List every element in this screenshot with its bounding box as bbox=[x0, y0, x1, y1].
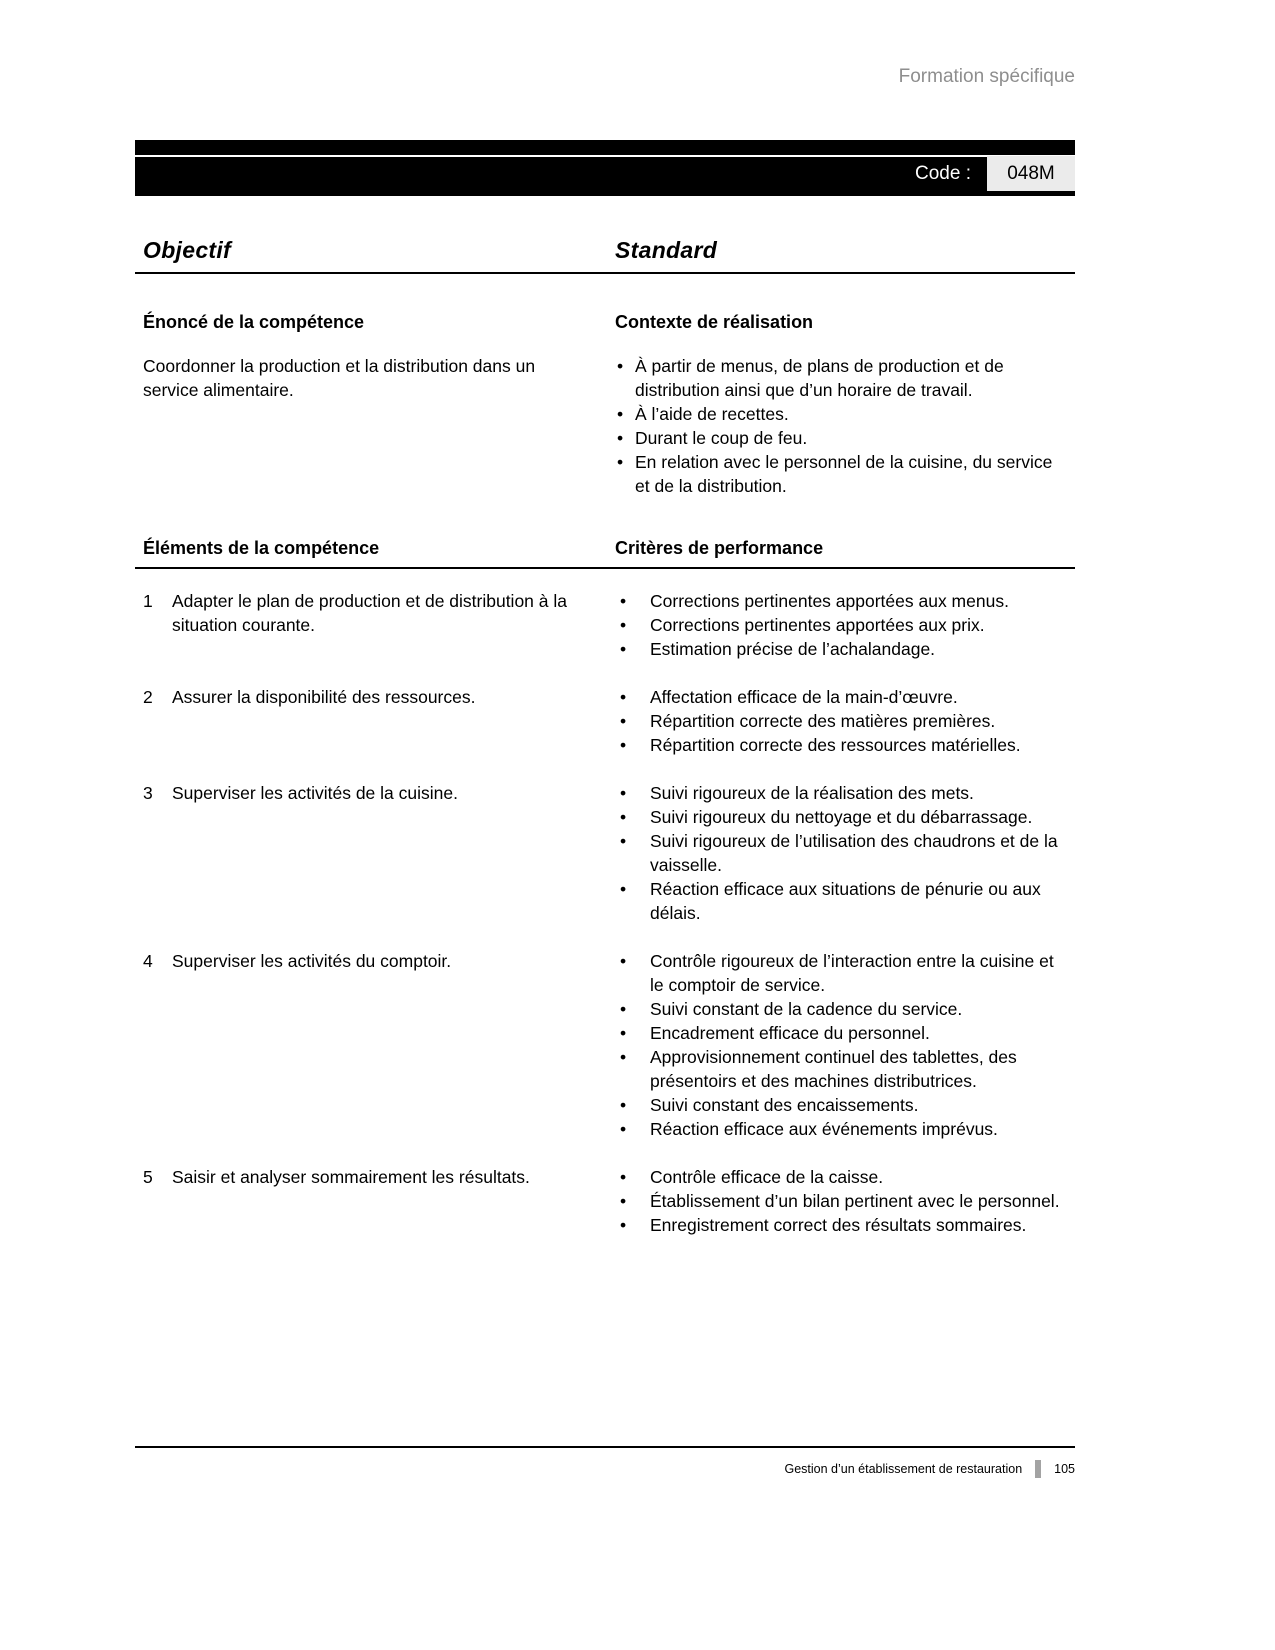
criteria-item-text: Établissement d’un bilan pertinent avec le personnel. bbox=[650, 1191, 1060, 1211]
element-number: 3 bbox=[143, 783, 153, 803]
criteria-item bbox=[615, 877, 1063, 925]
contexte-item bbox=[615, 426, 1063, 450]
contexte-item-text: À partir de menus, de plans de production et de distribution ainsi que d’un horaire de travail. bbox=[635, 356, 1004, 400]
footer-separator bbox=[1035, 1460, 1041, 1478]
bullet-icon: • bbox=[620, 711, 627, 731]
criteria-item-text: Encadrement efficace du personnel. bbox=[650, 1023, 930, 1043]
element-number: 4 bbox=[143, 951, 153, 971]
criteria-item-text: Contrôle efficace de la caisse. bbox=[650, 1167, 884, 1187]
code-bar-right bbox=[915, 156, 1075, 191]
criteria-list bbox=[615, 589, 1063, 661]
criteria-cell bbox=[615, 589, 1075, 661]
criteria-item-text: Affectation efficace de la main-d’œuvre. bbox=[650, 687, 958, 707]
bullet-icon: • bbox=[620, 735, 627, 755]
criteria-item bbox=[615, 997, 1063, 1021]
contexte-item bbox=[615, 450, 1063, 498]
criteria-item bbox=[615, 949, 1063, 997]
criteria-item bbox=[615, 1165, 1063, 1189]
bullet-icon: • bbox=[620, 879, 627, 899]
code-value-box bbox=[987, 156, 1075, 191]
bullet-icon: • bbox=[620, 1047, 627, 1067]
criteria-item-text: Estimation précise de l’achalandage. bbox=[650, 639, 936, 659]
column-titles-row bbox=[135, 236, 1075, 264]
element-text: Saisir et analyser sommairement les résultats. bbox=[172, 1167, 530, 1187]
element-cell bbox=[135, 1165, 615, 1237]
code-bar bbox=[135, 140, 1075, 196]
page-number: 105 bbox=[1054, 1462, 1075, 1476]
criteria-item bbox=[615, 1045, 1063, 1093]
criteria-cell bbox=[615, 949, 1075, 1141]
running-head: Formation spécifique bbox=[898, 66, 1075, 87]
criteria-list bbox=[615, 1165, 1063, 1237]
criteria-item bbox=[615, 589, 1063, 613]
competence-row bbox=[135, 685, 1075, 757]
criteria-item bbox=[615, 733, 1063, 757]
enonce-text: Coordonner la production et la distribution dans un service alimentaire. bbox=[143, 356, 536, 400]
element-text: Superviser les activités du comptoir. bbox=[172, 951, 452, 971]
criteria-item-text: Suivi rigoureux du nettoyage et du débarrassage. bbox=[650, 807, 1033, 827]
competence-row bbox=[135, 1165, 1075, 1237]
bullet-icon: • bbox=[620, 1023, 627, 1043]
criteria-item bbox=[615, 829, 1063, 877]
criteria-item-text: Réaction efficace aux situations de pénurie ou aux délais. bbox=[650, 879, 1041, 923]
criteria-item bbox=[615, 637, 1063, 661]
element-text: Assurer la disponibilité des ressources. bbox=[172, 687, 476, 707]
code-label: Code : bbox=[915, 162, 971, 184]
contexte-item bbox=[615, 402, 1063, 426]
contexte-item-text: Durant le coup de feu. bbox=[635, 428, 808, 448]
page-footer bbox=[135, 1446, 1075, 1478]
table-rule bbox=[135, 567, 1075, 569]
elements-heading: Éléments de la compétence bbox=[143, 538, 380, 558]
title-rule bbox=[135, 272, 1075, 274]
element-text: Adapter le plan de production et de distribution à la situation courante. bbox=[172, 591, 567, 635]
bullet-icon: • bbox=[620, 831, 627, 851]
bullet-icon: • bbox=[620, 1167, 627, 1187]
bullet-icon: • bbox=[617, 428, 624, 448]
objectif-title: Objectif bbox=[143, 237, 232, 263]
footer-row bbox=[135, 1460, 1075, 1478]
criteria-item bbox=[615, 1189, 1063, 1213]
bullet-icon: • bbox=[620, 1191, 627, 1211]
element-cell bbox=[135, 589, 615, 661]
criteria-cell bbox=[615, 685, 1075, 757]
criteria-item-text: Corrections pertinentes apportées aux menus. bbox=[650, 591, 1009, 611]
criteria-item-text: Suivi constant des encaissements. bbox=[650, 1095, 919, 1115]
criteria-item-text: Suivi rigoureux de l’utilisation des chaudrons et de la vaisselle. bbox=[650, 831, 1058, 875]
criteria-item-text: Contrôle rigoureux de l’interaction entre la cuisine et le comptoir de service. bbox=[650, 951, 1054, 995]
bullet-icon: • bbox=[617, 356, 624, 376]
bullet-icon: • bbox=[620, 591, 627, 611]
element-number: 2 bbox=[143, 687, 153, 707]
criteria-item bbox=[615, 613, 1063, 637]
competence-row bbox=[135, 781, 1075, 925]
criteria-item-text: Corrections pertinentes apportées aux prix. bbox=[650, 615, 985, 635]
criteria-list bbox=[615, 949, 1063, 1141]
criteria-item bbox=[615, 1117, 1063, 1141]
criteria-item-text: Enregistrement correct des résultats sommaires. bbox=[650, 1215, 1027, 1235]
table-headers-row bbox=[135, 536, 1075, 560]
element-number: 1 bbox=[143, 591, 153, 611]
contexte-item bbox=[615, 354, 1063, 402]
bullet-icon: • bbox=[620, 1119, 627, 1139]
bullet-icon: • bbox=[620, 951, 627, 971]
bullet-icon: • bbox=[620, 1215, 627, 1235]
contexte-item-text: À l’aide de recettes. bbox=[635, 404, 789, 424]
element-cell bbox=[135, 949, 615, 1141]
standard-title: Standard bbox=[615, 237, 718, 263]
bullet-icon: • bbox=[617, 404, 624, 424]
criteria-item-text: Suivi rigoureux de la réalisation des mets. bbox=[650, 783, 974, 803]
criteria-item bbox=[615, 781, 1063, 805]
bullet-icon: • bbox=[620, 639, 627, 659]
bullet-icon: • bbox=[620, 1095, 627, 1115]
criteria-item bbox=[615, 1213, 1063, 1237]
criteria-list bbox=[615, 685, 1063, 757]
bullet-icon: • bbox=[620, 687, 627, 707]
criteria-item-text: Suivi constant de la cadence du service. bbox=[650, 999, 963, 1019]
criteria-cell bbox=[615, 1165, 1075, 1237]
footer-document-title: Gestion d’un établissement de restauration bbox=[784, 1462, 1023, 1476]
criteria-item bbox=[615, 805, 1063, 829]
footer-rule bbox=[135, 1446, 1075, 1448]
element-cell bbox=[135, 685, 615, 757]
bullet-icon: • bbox=[617, 452, 624, 472]
bullet-icon: • bbox=[620, 999, 627, 1019]
criteria-item-text: Répartition correcte des ressources matérielles. bbox=[650, 735, 1021, 755]
bullet-icon: • bbox=[620, 807, 627, 827]
element-cell bbox=[135, 781, 615, 925]
competence-row bbox=[135, 589, 1075, 661]
criteria-item bbox=[615, 709, 1063, 733]
element-number: 5 bbox=[143, 1167, 153, 1187]
content-area bbox=[135, 236, 1075, 1261]
contexte-heading: Contexte de réalisation bbox=[615, 312, 814, 332]
criteria-cell bbox=[615, 781, 1075, 925]
criteres-heading: Critères de performance bbox=[615, 538, 824, 558]
element-text: Superviser les activités de la cuisine. bbox=[172, 783, 458, 803]
code-value: 048M bbox=[1007, 162, 1055, 184]
enonce-heading: Énoncé de la compétence bbox=[143, 312, 365, 332]
bullet-icon: • bbox=[620, 615, 627, 635]
criteria-item bbox=[615, 685, 1063, 709]
competence-rows bbox=[135, 589, 1075, 1237]
criteria-list bbox=[615, 781, 1063, 925]
competence-row bbox=[135, 949, 1075, 1141]
criteria-item-text: Répartition correcte des matières premières. bbox=[650, 711, 996, 731]
contexte-item-text: En relation avec le personnel de la cuisine, du service et de la distribution. bbox=[635, 452, 1053, 496]
criteria-item-text: Approvisionnement continuel des tablettes, des présentoirs et des machines distributrices. bbox=[650, 1047, 1017, 1091]
intro-row bbox=[135, 354, 1075, 498]
criteria-item bbox=[615, 1021, 1063, 1045]
criteria-item bbox=[615, 1093, 1063, 1117]
bullet-icon: • bbox=[620, 783, 627, 803]
contexte-list bbox=[615, 354, 1063, 498]
section-headers-row bbox=[135, 310, 1075, 334]
criteria-item-text: Réaction efficace aux événements imprévus. bbox=[650, 1119, 998, 1139]
